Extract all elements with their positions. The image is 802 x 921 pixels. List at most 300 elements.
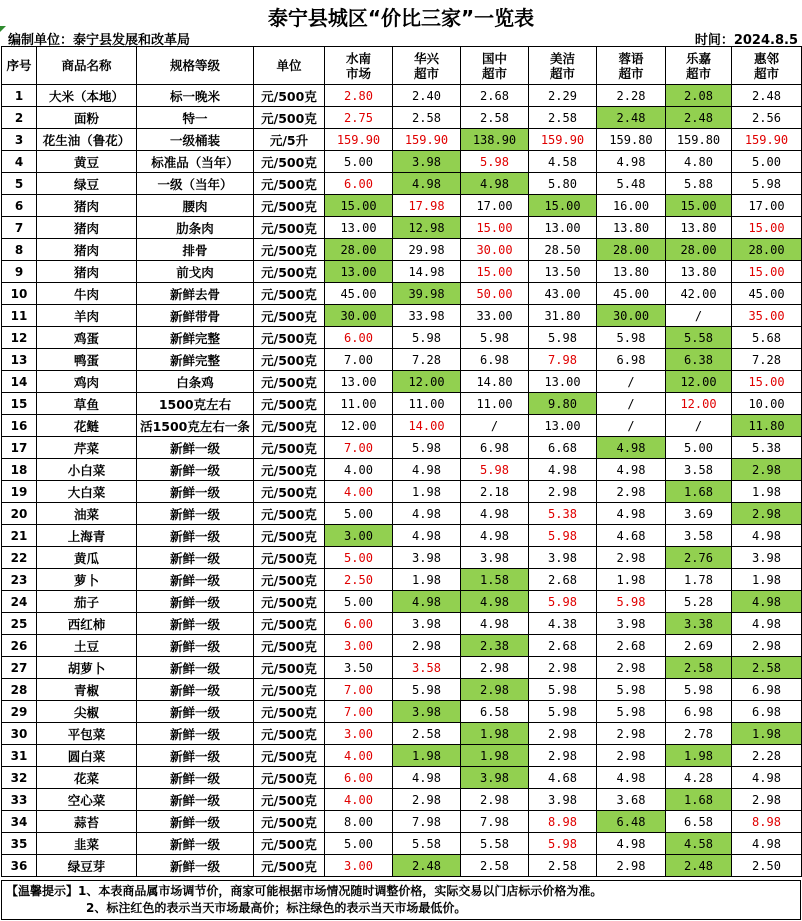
price-cell: 6.00	[325, 613, 393, 635]
price-cell: 28.00	[732, 239, 802, 261]
row-seq: 5	[2, 173, 37, 195]
price-cell: 2.50	[325, 569, 393, 591]
row-product-name: 鸡蛋	[37, 327, 137, 349]
row-seq: 13	[2, 349, 37, 371]
price-cell: 5.98	[529, 327, 597, 349]
table-row	[2, 591, 802, 613]
row-unit: 元/500克	[254, 745, 325, 767]
price-cell: 2.76	[666, 547, 732, 569]
row-spec: 标准品（当年）	[137, 151, 254, 173]
header-market: 蓉语 超市	[597, 47, 666, 85]
price-cell: 2.98	[461, 657, 529, 679]
row-product-name: 韭菜	[37, 833, 137, 855]
table-row	[2, 173, 802, 195]
price-cell: 3.98	[529, 789, 597, 811]
price-cell: 2.28	[597, 85, 666, 107]
row-seq: 18	[2, 459, 37, 481]
price-cell: 6.98	[666, 701, 732, 723]
price-cell: 28.00	[325, 239, 393, 261]
price-cell: 2.98	[529, 745, 597, 767]
price-cell: 5.98	[529, 701, 597, 723]
org-label: 编制单位：泰宁县发展和改革局	[8, 33, 191, 48]
row-unit: 元/500克	[254, 459, 325, 481]
price-cell: 159.90	[529, 129, 597, 151]
price-cell: 2.58	[461, 107, 529, 129]
price-cell: 17.00	[732, 195, 802, 217]
row-unit: 元/500克	[254, 635, 325, 657]
price-cell: 3.68	[597, 789, 666, 811]
row-unit: 元/500克	[254, 393, 325, 415]
row-unit: 元/500克	[254, 679, 325, 701]
row-spec: 活1500克左右一条	[137, 415, 254, 437]
price-cell: 15.00	[666, 195, 732, 217]
price-cell: 3.98	[393, 613, 461, 635]
price-cell: 4.80	[666, 151, 732, 173]
price-cell: 5.98	[393, 679, 461, 701]
price-cell: 5.98	[529, 525, 597, 547]
price-cell: 5.00	[325, 591, 393, 613]
price-cell: 2.58	[529, 107, 597, 129]
row-product-name: 空心菜	[37, 789, 137, 811]
price-cell: 3.00	[325, 525, 393, 547]
row-unit: 元/500克	[254, 767, 325, 789]
price-cell: 5.98	[529, 591, 597, 613]
row-product-name: 茄子	[37, 591, 137, 613]
price-cell: 1.98	[666, 745, 732, 767]
price-cell: 5.98	[461, 459, 529, 481]
row-spec: 新鲜一级	[137, 811, 254, 833]
price-cell: 2.98	[393, 789, 461, 811]
row-product-name: 花鲢	[37, 415, 137, 437]
row-product-name: 青椒	[37, 679, 137, 701]
price-cell: 1.98	[393, 569, 461, 591]
row-product-name: 尖椒	[37, 701, 137, 723]
price-cell: 6.00	[325, 173, 393, 195]
table-row	[2, 283, 802, 305]
price-cell: 2.98	[597, 481, 666, 503]
price-cell: 5.00	[325, 833, 393, 855]
row-seq: 29	[2, 701, 37, 723]
price-cell: 159.90	[393, 129, 461, 151]
table-header	[2, 47, 802, 85]
price-cell: 1.68	[666, 481, 732, 503]
row-unit: 元/500克	[254, 657, 325, 679]
row-spec: 新鲜一级	[137, 833, 254, 855]
price-cell: 3.98	[393, 547, 461, 569]
row-spec: 新鲜一级	[137, 503, 254, 525]
row-spec: 新鲜一级	[137, 635, 254, 657]
price-cell: 3.98	[461, 547, 529, 569]
price-cell: 4.98	[597, 833, 666, 855]
price-cell: 4.98	[461, 173, 529, 195]
row-spec: 新鲜一级	[137, 767, 254, 789]
row-seq: 2	[2, 107, 37, 129]
row-seq: 31	[2, 745, 37, 767]
price-cell: 5.58	[461, 833, 529, 855]
price-cell: 2.56	[732, 107, 802, 129]
row-spec: 新鲜一级	[137, 613, 254, 635]
price-cell: 15.00	[732, 371, 802, 393]
price-cell: 2.40	[393, 85, 461, 107]
row-spec: 新鲜一级	[137, 481, 254, 503]
header-spec: 规格等级	[137, 47, 254, 85]
row-spec: 标一晚米	[137, 85, 254, 107]
header-market: 国中 超市	[461, 47, 529, 85]
row-product-name: 平包菜	[37, 723, 137, 745]
row-seq: 10	[2, 283, 37, 305]
row-unit: 元/500克	[254, 195, 325, 217]
price-cell: 2.58	[666, 657, 732, 679]
price-cell: 4.98	[461, 591, 529, 613]
row-seq: 34	[2, 811, 37, 833]
price-cell: 3.98	[461, 767, 529, 789]
price-cell: 2.58	[732, 657, 802, 679]
row-seq: 4	[2, 151, 37, 173]
row-product-name: 羊肉	[37, 305, 137, 327]
price-cell: 1.58	[461, 569, 529, 591]
table-row	[2, 393, 802, 415]
price-cell: 159.80	[597, 129, 666, 151]
row-seq: 23	[2, 569, 37, 591]
price-cell: 12.00	[666, 371, 732, 393]
row-unit: 元/500克	[254, 723, 325, 745]
row-product-name: 小白菜	[37, 459, 137, 481]
price-cell: 13.80	[597, 261, 666, 283]
price-cell: 3.98	[732, 547, 802, 569]
row-product-name: 牛肉	[37, 283, 137, 305]
row-unit: 元/500克	[254, 217, 325, 239]
row-product-name: 鸭蛋	[37, 349, 137, 371]
price-cell: 28.00	[666, 239, 732, 261]
price-cell: 7.00	[325, 701, 393, 723]
row-seq: 25	[2, 613, 37, 635]
row-seq: 26	[2, 635, 37, 657]
price-cell: 5.88	[666, 173, 732, 195]
table-row	[2, 437, 802, 459]
row-spec: 一级（当年）	[137, 173, 254, 195]
price-cell: 2.68	[597, 635, 666, 657]
row-unit: 元/500克	[254, 525, 325, 547]
price-cell: 4.98	[597, 437, 666, 459]
price-cell: 2.98	[393, 635, 461, 657]
price-cell: 2.50	[732, 855, 802, 877]
price-cell: 43.00	[529, 283, 597, 305]
row-spec: 新鲜一级	[137, 547, 254, 569]
price-cell: 12.98	[393, 217, 461, 239]
price-cell: 2.48	[597, 107, 666, 129]
price-cell: 2.08	[666, 85, 732, 107]
price-cell: 17.00	[461, 195, 529, 217]
row-seq: 32	[2, 767, 37, 789]
price-cell: 4.98	[732, 833, 802, 855]
price-cell: 2.98	[529, 481, 597, 503]
price-cell: 13.80	[597, 217, 666, 239]
price-cell: 5.98	[597, 701, 666, 723]
row-product-name: 芹菜	[37, 437, 137, 459]
price-cell: 2.68	[461, 85, 529, 107]
row-unit: 元/500克	[254, 811, 325, 833]
price-cell: 5.00	[732, 151, 802, 173]
row-spec: 新鲜一级	[137, 591, 254, 613]
price-cell: 5.00	[325, 547, 393, 569]
price-cell: 5.00	[325, 503, 393, 525]
price-cell: 7.98	[393, 811, 461, 833]
row-seq: 8	[2, 239, 37, 261]
price-cell: 8.00	[325, 811, 393, 833]
price-cell: 138.90	[461, 129, 529, 151]
price-cell: 1.98	[597, 569, 666, 591]
price-cell: 2.48	[732, 85, 802, 107]
row-product-name: 萝卜	[37, 569, 137, 591]
price-cell: 3.00	[325, 855, 393, 877]
table-row	[2, 305, 802, 327]
row-seq: 1	[2, 85, 37, 107]
row-product-name: 猪肉	[37, 195, 137, 217]
price-cell: 4.98	[732, 591, 802, 613]
row-spec: 排骨	[137, 239, 254, 261]
price-cell: 42.00	[666, 283, 732, 305]
price-cell: 6.00	[325, 327, 393, 349]
row-seq: 14	[2, 371, 37, 393]
price-cell: 15.00	[461, 217, 529, 239]
price-cell: 1.98	[732, 569, 802, 591]
price-cell: 2.58	[393, 107, 461, 129]
price-cell: 4.98	[597, 459, 666, 481]
price-cell: 2.98	[732, 503, 802, 525]
row-product-name: 绿豆芽	[37, 855, 137, 877]
price-cell: 4.98	[732, 613, 802, 635]
table-body	[2, 85, 802, 877]
header-row	[2, 47, 802, 85]
row-seq: 7	[2, 217, 37, 239]
table-row	[2, 107, 802, 129]
price-cell: 14.80	[461, 371, 529, 393]
table-row	[2, 525, 802, 547]
price-cell: 2.98	[597, 855, 666, 877]
price-cell: 2.58	[393, 723, 461, 745]
table-row	[2, 217, 802, 239]
row-spec: 新鲜一级	[137, 789, 254, 811]
price-cell: 2.98	[529, 657, 597, 679]
price-cell: 7.28	[393, 349, 461, 371]
price-cell: 1.98	[461, 723, 529, 745]
price-cell: 4.98	[461, 613, 529, 635]
price-cell: 5.48	[597, 173, 666, 195]
table-row	[2, 833, 802, 855]
table-row	[2, 811, 802, 833]
price-cell: 4.00	[325, 745, 393, 767]
table-row	[2, 195, 802, 217]
row-seq: 20	[2, 503, 37, 525]
row-unit: 元/500克	[254, 261, 325, 283]
price-cell: 7.28	[732, 349, 802, 371]
price-cell: 6.98	[732, 701, 802, 723]
price-cell: 4.98	[732, 525, 802, 547]
header-name: 商品名称	[37, 47, 137, 85]
price-cell: 15.00	[461, 261, 529, 283]
price-cell: 4.98	[461, 503, 529, 525]
row-spec: 新鲜带骨	[137, 305, 254, 327]
price-cell: 33.98	[393, 305, 461, 327]
row-seq: 17	[2, 437, 37, 459]
price-cell: 2.38	[461, 635, 529, 657]
price-cell: 1.68	[666, 789, 732, 811]
price-cell: 5.98	[461, 327, 529, 349]
price-cell: 28.50	[529, 239, 597, 261]
date-label: 时间：2024.8.5	[694, 33, 798, 48]
price-cell: 45.00	[732, 283, 802, 305]
price-cell: 2.98	[732, 789, 802, 811]
price-cell: 4.98	[393, 525, 461, 547]
price-cell: 2.58	[461, 855, 529, 877]
price-cell: 45.00	[325, 283, 393, 305]
table-row	[2, 261, 802, 283]
price-cell: 5.58	[666, 327, 732, 349]
row-product-name: 鸡肉	[37, 371, 137, 393]
price-cell: 6.98	[461, 437, 529, 459]
price-cell: 4.98	[393, 503, 461, 525]
price-cell: 2.75	[325, 107, 393, 129]
price-cell: 5.98	[732, 173, 802, 195]
price-cell: /	[597, 371, 666, 393]
row-product-name: 猪肉	[37, 261, 137, 283]
row-unit: 元/500克	[254, 415, 325, 437]
row-spec: 新鲜一级	[137, 459, 254, 481]
price-cell: 11.00	[325, 393, 393, 415]
row-unit: 元/500克	[254, 437, 325, 459]
row-seq: 22	[2, 547, 37, 569]
row-product-name: 土豆	[37, 635, 137, 657]
price-cell: 8.98	[529, 811, 597, 833]
row-seq: 6	[2, 195, 37, 217]
price-cell: 13.00	[529, 217, 597, 239]
price-cell: 5.38	[529, 503, 597, 525]
price-cell: 2.80	[325, 85, 393, 107]
row-spec: 新鲜完整	[137, 327, 254, 349]
price-cell: 2.69	[666, 635, 732, 657]
row-seq: 19	[2, 481, 37, 503]
price-cell: 45.00	[597, 283, 666, 305]
row-seq: 33	[2, 789, 37, 811]
price-cell: 1.78	[666, 569, 732, 591]
price-cell: 7.00	[325, 349, 393, 371]
header-market: 华兴 超市	[393, 47, 461, 85]
table-row	[2, 657, 802, 679]
price-cell: 4.98	[732, 767, 802, 789]
table-row	[2, 129, 802, 151]
price-cell: 4.58	[529, 151, 597, 173]
price-cell: 15.00	[529, 195, 597, 217]
row-spec: 新鲜一级	[137, 437, 254, 459]
row-product-name: 胡萝卜	[37, 657, 137, 679]
row-unit: 元/500克	[254, 701, 325, 723]
price-cell: 7.98	[529, 349, 597, 371]
row-spec: 新鲜一级	[137, 657, 254, 679]
price-cell: 28.00	[597, 239, 666, 261]
price-cell: 13.80	[666, 217, 732, 239]
price-cell: 2.98	[461, 789, 529, 811]
row-unit: 元/500克	[254, 239, 325, 261]
row-product-name: 绿豆	[37, 173, 137, 195]
table-row	[2, 855, 802, 877]
price-cell: 4.00	[325, 459, 393, 481]
price-cell: 2.48	[666, 107, 732, 129]
price-cell: 13.00	[325, 261, 393, 283]
price-cell: /	[666, 415, 732, 437]
price-cell: 35.00	[732, 305, 802, 327]
row-spec: 新鲜一级	[137, 701, 254, 723]
price-cell: 159.90	[325, 129, 393, 151]
row-spec: 新鲜去骨	[137, 283, 254, 305]
price-cell: 13.80	[666, 261, 732, 283]
header-market: 乐嘉 超市	[666, 47, 732, 85]
row-spec: 新鲜完整	[137, 349, 254, 371]
row-product-name: 黄瓜	[37, 547, 137, 569]
footer-line-2: 2、标注红色的表示当天市场最高价；标注绿色的表示当天市场最低价。	[86, 901, 467, 915]
price-cell: 3.00	[325, 723, 393, 745]
price-cell: 16.00	[597, 195, 666, 217]
price-cell: 4.58	[666, 833, 732, 855]
price-cell: 2.98	[529, 723, 597, 745]
price-cell: 159.90	[732, 129, 802, 151]
row-unit: 元/500克	[254, 173, 325, 195]
table-row	[2, 371, 802, 393]
price-cell: 30.00	[461, 239, 529, 261]
price-cell: 5.98	[529, 833, 597, 855]
price-cell: 2.28	[732, 745, 802, 767]
price-cell: 5.80	[529, 173, 597, 195]
price-cell: 5.98	[597, 327, 666, 349]
header-market: 水南 市场	[325, 47, 393, 85]
price-cell: 33.00	[461, 305, 529, 327]
subheader	[0, 28, 802, 46]
row-spec: 肋条肉	[137, 217, 254, 239]
row-unit: 元/500克	[254, 789, 325, 811]
price-cell: 6.48	[597, 811, 666, 833]
row-spec: 一级桶装	[137, 129, 254, 151]
price-cell: 4.98	[393, 173, 461, 195]
row-seq: 27	[2, 657, 37, 679]
price-cell: 15.00	[732, 261, 802, 283]
table-row	[2, 415, 802, 437]
price-cell: 12.00	[325, 415, 393, 437]
row-unit: 元/500克	[254, 151, 325, 173]
table-row	[2, 151, 802, 173]
row-spec: 新鲜一级	[137, 855, 254, 877]
row-unit: 元/500克	[254, 833, 325, 855]
price-cell: 159.80	[666, 129, 732, 151]
price-cell: 1.98	[732, 481, 802, 503]
price-cell: 1.98	[393, 481, 461, 503]
footer-line-1: 【温馨提示】1、本表商品属市场调节价，商家可能根据市场情况随时调整价格，实际交易以门店标示价格为准。	[6, 884, 603, 898]
row-seq: 3	[2, 129, 37, 151]
price-cell: 5.98	[461, 151, 529, 173]
price-cell: 2.18	[461, 481, 529, 503]
row-spec: 腰肉	[137, 195, 254, 217]
table-row	[2, 85, 802, 107]
row-product-name: 花生油（鲁花）	[37, 129, 137, 151]
row-spec: 新鲜一级	[137, 745, 254, 767]
row-spec: 白条鸡	[137, 371, 254, 393]
row-unit: 元/500克	[254, 85, 325, 107]
row-unit: 元/500克	[254, 283, 325, 305]
row-seq: 12	[2, 327, 37, 349]
price-cell: 11.00	[461, 393, 529, 415]
row-unit: 元/500克	[254, 305, 325, 327]
price-cell: 3.69	[666, 503, 732, 525]
price-cell: 3.58	[666, 525, 732, 547]
header-market: 惠邻 超市	[732, 47, 802, 85]
